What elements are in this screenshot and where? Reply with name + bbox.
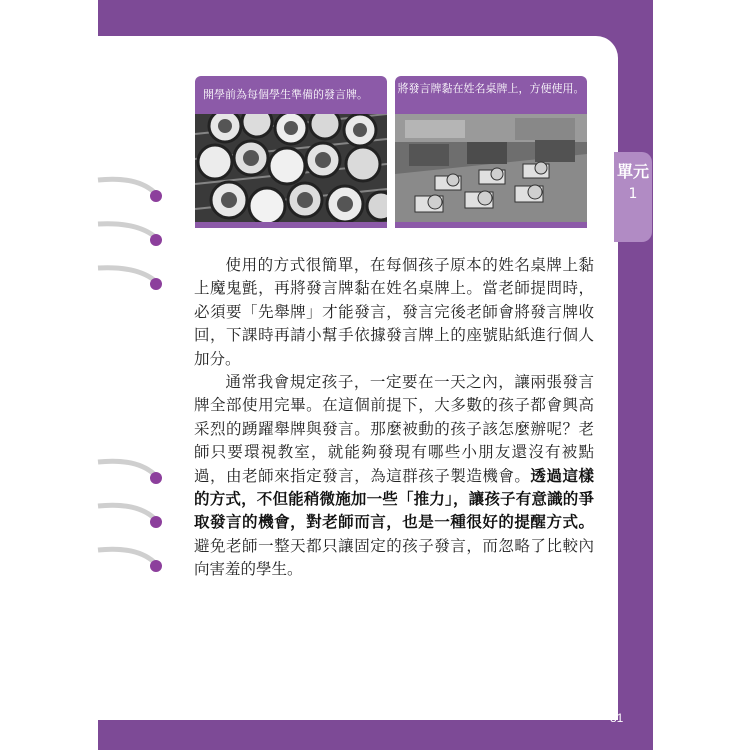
photo-caption: 開學前為每個學生準備的發言牌。: [195, 76, 387, 114]
photo-desk-nameplates: [395, 76, 587, 228]
paragraph-2-text: 通常我會規定孩子，一定要在一天之內，讓兩張發言牌全部使用完畢。在這個前提下，大多數的孩子都會興高采烈的踴躍舉牌與發言。那麼被動的孩子該怎麼辦呢？老師只要環視教室，就能夠發現有哪些小朋友還沒有被點過，由老師來指定發言，為這群孩子製造機會。: [194, 373, 594, 485]
binder-ring-5: [98, 505, 162, 528]
unit-tab-label: 單元: [616, 162, 649, 181]
paragraph-2-ending: 避免老師一整天都只讓固定的孩子發言，而忽略了比較內向害羞的學生。: [194, 536, 594, 579]
classroom-desks-image: [395, 114, 587, 222]
binder-ring-4: [98, 461, 162, 484]
photo-caption: 將發言牌黏在姓名桌牌上，方便使用。: [395, 76, 587, 114]
binder-rings: [96, 0, 176, 750]
page-number: 81: [610, 711, 624, 725]
binder-ring-6: [98, 549, 162, 572]
body-text: [194, 254, 594, 582]
unit-tab-number: 1: [628, 186, 638, 202]
photo-underbar: [195, 222, 387, 228]
binder-ring-1: [98, 179, 162, 202]
speaking-cards-image: [195, 114, 387, 222]
binder-ring-2: [98, 224, 162, 246]
paragraph-1-text: 使用的方式很簡單，在每個孩子原本的姓名桌牌上黏上魔鬼氈，再將發言牌黏在姓名桌牌上。當老師提問時，必須要「先舉牌」才能發言，發言完後老師會將發言牌收回，下課時再請小幫手依據發言牌上的座號貼紙進行個人加分。: [194, 256, 594, 368]
paragraph-2-emphasis: 透過這樣的方式，不但能稍微施加一些「推力」，讓孩子有意識的爭取發言的機會，對老師而言，也是一種很好的提醒方式。: [194, 466, 594, 532]
photo-underbar: [395, 222, 587, 228]
unit-tab: [612, 152, 652, 242]
binder-ring-3: [98, 268, 162, 290]
photo-speaking-cards: [195, 76, 387, 228]
paragraph-1: [194, 254, 594, 371]
paragraph-2: [194, 371, 594, 582]
